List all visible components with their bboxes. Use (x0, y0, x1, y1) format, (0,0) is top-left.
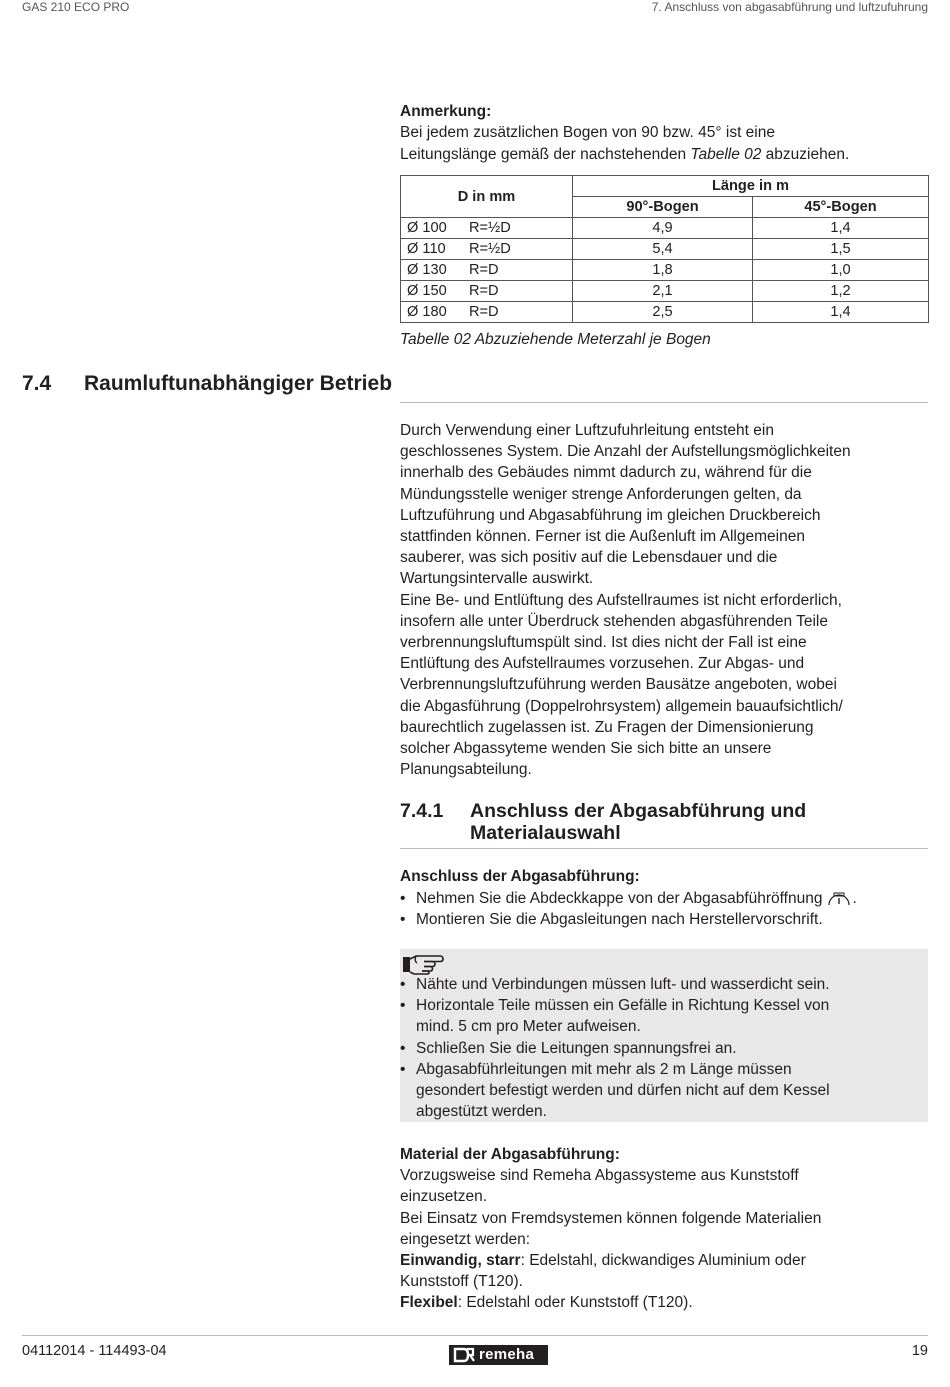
table-row: Ø 130 R=D 1,8 1,0 (401, 260, 929, 281)
anschluss-title: Anschluss der Abgasabführung: (400, 868, 640, 885)
footer-divider (22, 1335, 928, 1336)
pointing-hand-icon (402, 953, 444, 975)
anmerkung-title: Anmerkung: (400, 103, 492, 120)
table-header-45: 45°-Bogen (753, 197, 929, 218)
list-item: • Nehmen Sie die Abdeckkappe von der Abgasabführöffnung . (400, 890, 857, 907)
anmerkung-line1: Bei jedem zusätzlichen Bogen von 90 bzw. 45° ist eine (400, 124, 775, 141)
list-item: • Nähte und Verbindungen müssen luft- und wasserdicht sein. (400, 976, 830, 993)
table-header-90: 90°-Bogen (573, 197, 753, 218)
page-number: 19 (911, 1343, 928, 1359)
note-list (400, 974, 830, 1122)
list-item: • Montieren Sie die Abgasleitungen nach Herstellervorschrift. (400, 911, 823, 929)
section-divider (400, 402, 928, 403)
bend-length-table (400, 175, 929, 323)
remeha-logo: remeha (449, 1345, 548, 1365)
exhaust-cap-icon (826, 889, 852, 907)
remeha-logo-mark-icon (453, 1347, 475, 1363)
list-item: • Abgasabführleitungen mit mehr als 2 m Länge müssen gesondert befestigt werden und dürfen nicht auf dem Kessel abgestützt werden. (400, 1060, 830, 1121)
table-row: Ø 100 R=½D 4,9 1,4 (401, 218, 929, 239)
body-text: Durch Verwendung einer Luftzufuhrleitung entsteht ein geschlossenes System. Die Anzahl der Aufstellungsmöglichkeiten innerhalb des Gebäudes nimmt dadurch zu, während für die Mündungsstelle weniger strenge Anforderungen gelten, da Luftzuführung und Abgasabführung im gleichen Druckbereich stattfinden können. Ferner ist die Außenluft im Allgemeinen sauberer, was sich positiv auf die Lebensdauer und die Wartungsintervalle auswirkt. Eine Be- und Entlüftung des Aufstellraumes ist nicht erforderlich, insofern alle unter Überdruck stehenden abgasführenden Teile verbrennungsluftumspült sind. Ist dies nicht der Fall ist eine Entlüftung des Aufstellraumes vorzusehen. Zur Abgas- und Verbrennungsluftzuführung werden Bausätze angeboten, wobei die Abgasführung (Doppelrohrsystem) allgemein bauaufsichtlich/ baurechtlich zugelassen ist. Zu Fragen der Dimensionierung solcher Abgassyteme wenden Sie sich bitte an unsere Planungsabteilung. (400, 422, 851, 779)
anmerkung-line2: Leitungslänge gemäß der nachstehenden Tabelle 02 abzuziehen. (400, 146, 850, 163)
table-header-length: Länge in m (573, 176, 929, 197)
list-item: • Schließen Sie die Leitungen spannungsfrei an. (400, 1039, 737, 1057)
table-row: Ø 180 R=D 2,5 1,4 (401, 302, 929, 323)
header-chapter-title: 7. Anschluss von abgasabführung und luftzufuhrung (651, 0, 928, 14)
list-item: • Horizontale Teile müssen ein Gefälle in Richtung Kessel von mind. 5 cm pro Meter aufweisen. (400, 997, 830, 1036)
table-caption: Tabelle 02 Abzuziehende Meterzahl je Bogen (400, 331, 711, 348)
table-row: Ø 150 R=D 2,1 1,2 (401, 281, 929, 302)
anschluss-list (400, 888, 857, 930)
footer-doc-number: 04112014 - 114493-04 (22, 1343, 167, 1359)
subsection-heading: 7.4.1 Anschluss der Abgasabführung und Materialauswahl (400, 800, 807, 844)
subsection-divider (400, 848, 928, 849)
material-section: Material der Abgasabführung: Vorzugsweise sind Remeha Abgassysteme aus Kunststoff einzusetzen. Bei Einsatz von Fremdsystemen können folgende Materialien eingesetzt werden: Einwandig, starr: Edelstahl, dickwandiges Aluminium oder Kunststoff (T120). Flexibel: Edelstahl oder Kunststoff (T120). (400, 1146, 822, 1312)
section-heading: 7.4 Raumluftunabhängiger Betrieb (22, 372, 393, 395)
table-row: Ø 110 R=½D 5,4 1,5 (401, 239, 929, 260)
table-header-d: D in mm (401, 176, 573, 218)
header-doc-title: GAS 210 ECO PRO (22, 0, 130, 14)
